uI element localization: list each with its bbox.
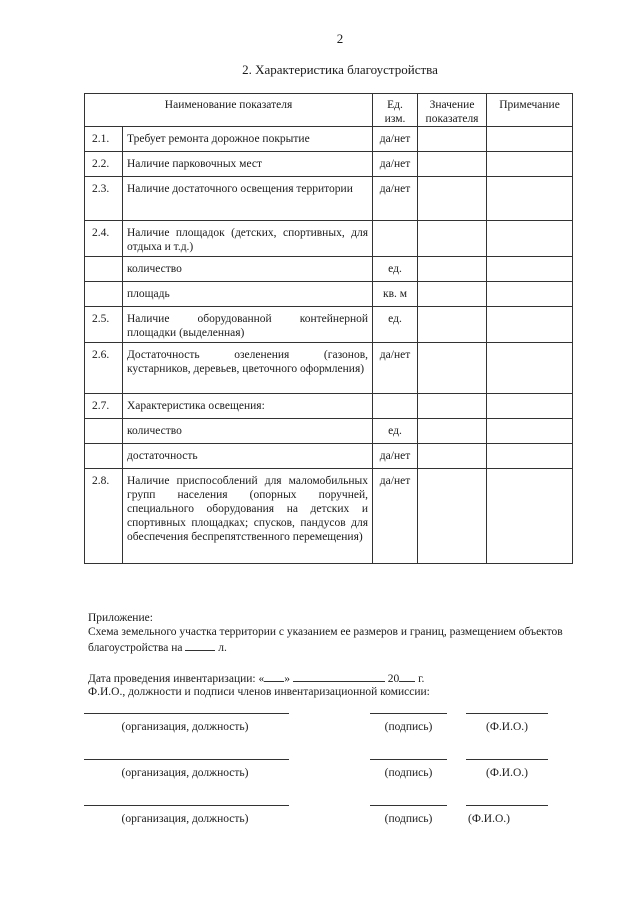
row-value-cell[interactable] bbox=[418, 282, 487, 307]
row-number bbox=[85, 257, 123, 282]
date-quote-close: » bbox=[284, 672, 290, 685]
row-value-cell[interactable] bbox=[418, 152, 487, 177]
header-unit-line2: изм. bbox=[384, 113, 406, 125]
commission-text: Ф.И.О., должности и подписи членов инвентаризационной комиссии: bbox=[88, 686, 430, 698]
row-name: количество bbox=[123, 419, 373, 444]
row-value-cell[interactable] bbox=[418, 343, 487, 394]
table-row bbox=[85, 177, 573, 221]
sheets-suffix: л. bbox=[218, 642, 227, 654]
signature-line[interactable] bbox=[370, 713, 447, 714]
row-unit: да/нет bbox=[373, 469, 418, 564]
header-name: Наименование показателя bbox=[85, 94, 373, 127]
row-note-cell[interactable] bbox=[487, 221, 573, 257]
row-name: Наличие достаточного освещения территории bbox=[123, 177, 373, 221]
date-day-field[interactable] bbox=[264, 670, 284, 682]
org-caption: (организация, должность) bbox=[121, 767, 249, 779]
header-unit-line1: Ед. bbox=[387, 99, 403, 111]
org-signature-line[interactable] bbox=[84, 805, 289, 806]
table-row bbox=[85, 444, 573, 469]
row-unit: да/нет bbox=[373, 177, 418, 221]
row-value-cell[interactable] bbox=[418, 444, 487, 469]
row-value-cell[interactable] bbox=[418, 257, 487, 282]
sheets-count-field[interactable] bbox=[185, 639, 215, 651]
row-note-cell[interactable] bbox=[487, 444, 573, 469]
row-name: Наличие парковочных мест bbox=[123, 152, 373, 177]
table-row bbox=[85, 152, 573, 177]
sign-caption: (подпись) bbox=[384, 721, 433, 733]
table-row bbox=[85, 394, 573, 419]
page-number: 2 bbox=[336, 31, 344, 46]
header-unit bbox=[373, 94, 418, 127]
header-value bbox=[418, 94, 487, 127]
header-value-line1: Значение bbox=[429, 99, 475, 111]
row-number: 2.1. bbox=[85, 127, 123, 152]
row-unit bbox=[373, 394, 418, 419]
row-value-cell[interactable] bbox=[418, 177, 487, 221]
header-value-line2: показателя bbox=[425, 113, 479, 125]
row-number: 2.5. bbox=[85, 307, 123, 343]
appendix-scheme-text: Схема земельного участка территории с указанием ее размеров и границ, размещением объектов благоустройства на bbox=[88, 625, 563, 654]
year-suffix: г. bbox=[418, 672, 425, 685]
sign-caption: (подпись) bbox=[384, 767, 433, 779]
appendix-label: Приложение: bbox=[88, 612, 153, 624]
sign-caption: (подпись) bbox=[384, 813, 433, 825]
table-row bbox=[85, 282, 573, 307]
row-name: достаточность bbox=[123, 444, 373, 469]
date-prefix: Дата проведения инвентаризации: « bbox=[88, 672, 265, 685]
header-note: Примечание bbox=[487, 94, 573, 127]
row-number: 2.4. bbox=[85, 221, 123, 257]
indicators-table bbox=[84, 93, 573, 564]
fio-caption: (Ф.И.О.) bbox=[486, 721, 528, 733]
fio-caption: (Ф.И.О.) bbox=[468, 813, 510, 825]
row-value-cell[interactable] bbox=[418, 469, 487, 564]
row-number: 2.8. bbox=[85, 469, 123, 564]
table-row bbox=[85, 307, 573, 343]
appendix-block bbox=[88, 612, 568, 700]
fio-signature-line[interactable] bbox=[466, 713, 548, 714]
row-unit: да/нет bbox=[373, 152, 418, 177]
fio-signature-line[interactable] bbox=[466, 805, 548, 806]
table-row bbox=[85, 343, 573, 394]
row-value-cell[interactable] bbox=[418, 127, 487, 152]
table-row bbox=[85, 419, 573, 444]
row-note-cell[interactable] bbox=[487, 343, 573, 394]
row-unit: ед. bbox=[373, 419, 418, 444]
table-row bbox=[85, 469, 573, 564]
row-note-cell[interactable] bbox=[487, 257, 573, 282]
row-number: 2.3. bbox=[85, 177, 123, 221]
row-note-cell[interactable] bbox=[487, 307, 573, 343]
signature-line[interactable] bbox=[370, 805, 447, 806]
row-unit bbox=[373, 221, 418, 257]
row-number: 2.2. bbox=[85, 152, 123, 177]
row-note-cell[interactable] bbox=[487, 152, 573, 177]
year-prefix: 20 bbox=[387, 672, 400, 685]
row-number bbox=[85, 419, 123, 444]
date-month-field[interactable] bbox=[293, 670, 385, 682]
fio-signature-line[interactable] bbox=[466, 759, 548, 760]
org-signature-line[interactable] bbox=[84, 759, 289, 760]
row-value-cell[interactable] bbox=[418, 221, 487, 257]
row-number: 2.6. bbox=[85, 343, 123, 394]
row-name: Наличие приспособлений для маломобильных групп населения (опорных поручней, специального оборудования на детских и спортивных площадках; спусков, пандусов для обеспечения беспрепятственного перемещения) bbox=[123, 469, 373, 564]
row-name: Требует ремонта дорожное покрытие bbox=[123, 127, 373, 152]
row-value-cell[interactable] bbox=[418, 419, 487, 444]
org-caption: (организация, должность) bbox=[121, 813, 249, 825]
row-note-cell[interactable] bbox=[487, 127, 573, 152]
row-name: Достаточность озеленения (газонов, кустарников, деревьев, цветочного оформления) bbox=[123, 343, 373, 394]
row-number: 2.7. bbox=[85, 394, 123, 419]
row-note-cell[interactable] bbox=[487, 469, 573, 564]
row-note-cell[interactable] bbox=[487, 177, 573, 221]
row-name: Наличие площадок (детских, спортивных, для отдыха и т.д.) bbox=[123, 221, 373, 257]
appendix-scheme-line bbox=[88, 626, 568, 656]
org-signature-line[interactable] bbox=[84, 713, 289, 714]
table-row bbox=[85, 221, 573, 257]
row-name: Характеристика освещения: bbox=[123, 394, 373, 419]
section-title: 2. Характеристика благоустройства bbox=[242, 62, 438, 77]
row-note-cell[interactable] bbox=[487, 282, 573, 307]
row-unit: ед. bbox=[373, 257, 418, 282]
fio-caption: (Ф.И.О.) bbox=[486, 767, 528, 779]
row-unit: кв. м bbox=[373, 282, 418, 307]
row-name: количество bbox=[123, 257, 373, 282]
row-number bbox=[85, 444, 123, 469]
date-year-field[interactable] bbox=[399, 670, 415, 682]
signature-line[interactable] bbox=[370, 759, 447, 760]
row-unit: да/нет bbox=[373, 343, 418, 394]
row-value-cell[interactable] bbox=[418, 307, 487, 343]
row-number bbox=[85, 282, 123, 307]
table-row bbox=[85, 127, 573, 152]
table-header-row bbox=[85, 94, 573, 127]
row-unit: да/нет bbox=[373, 444, 418, 469]
row-unit: ед. bbox=[373, 307, 418, 343]
org-caption: (организация, должность) bbox=[121, 721, 249, 733]
row-note-cell[interactable] bbox=[487, 394, 573, 419]
row-name: Наличие оборудованной контейнерной площадки (выделенная) bbox=[123, 307, 373, 343]
row-value-cell[interactable] bbox=[418, 394, 487, 419]
row-name: площадь bbox=[123, 282, 373, 307]
row-note-cell[interactable] bbox=[487, 419, 573, 444]
table-row bbox=[85, 257, 573, 282]
inventory-date-line bbox=[88, 670, 568, 687]
row-unit: да/нет bbox=[373, 127, 418, 152]
